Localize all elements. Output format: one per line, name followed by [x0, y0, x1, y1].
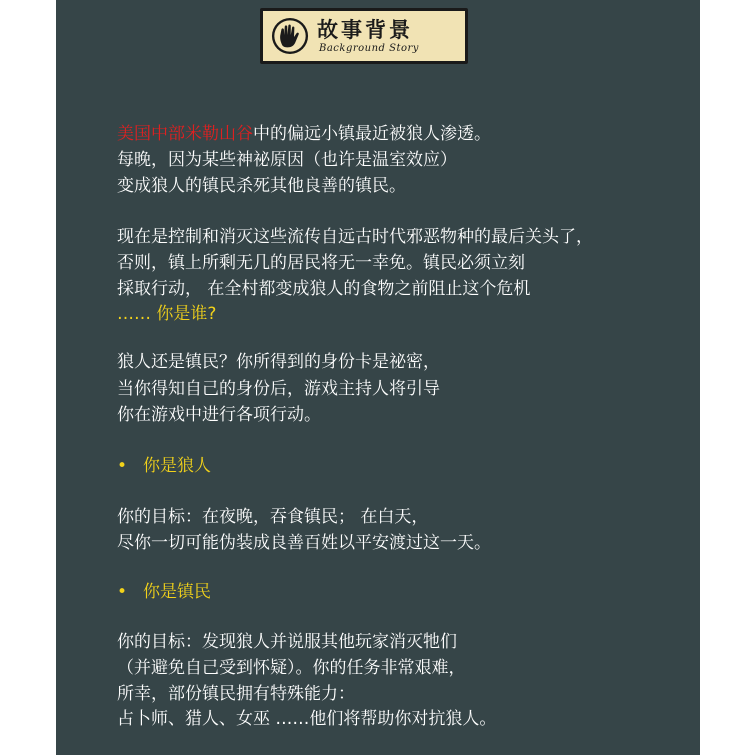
story-line: （并避免自己受到怀疑）。你的任务非常艰难，	[117, 658, 466, 678]
bullet: •	[117, 582, 128, 602]
page-title: 故事背景	[317, 17, 413, 42]
header-badge	[260, 8, 468, 64]
story-line: 你的目标：在夜晚，吞食镇民； 在白天，	[117, 507, 429, 527]
story-line: 占卜师、猎人、女巫 ……他们将帮助你对抗狼人。	[117, 709, 497, 729]
story-line: 现在是控制和消灭这些流传自远古时代邪恶物种的最后关头了，	[117, 227, 593, 247]
story-line: 否则，镇上所剩无几的居民将无一幸免。镇民必须立刻	[117, 253, 525, 273]
page-subtitle: Background Story	[319, 42, 419, 54]
who-are-you-line: …… 你是谁?	[117, 304, 217, 324]
story-line: 每晚，因为某些神祕原因（也许是温室效应）	[117, 150, 457, 170]
story-line	[117, 122, 491, 146]
werewolf-heading-text: 你是狼人	[143, 456, 211, 476]
hand-icon	[271, 17, 309, 55]
story-line: 所幸，部份镇民拥有特殊能力：	[117, 684, 355, 704]
location-highlight: 美国中部米勒山谷	[117, 124, 253, 144]
story-line: 採取行动， 在全村都变成狼人的食物之前阻止这个危机	[117, 279, 531, 299]
villager-heading-text: 你是镇民	[143, 582, 211, 602]
story-line: 你在游戏中进行各项行动。	[117, 405, 321, 425]
story-line: 你的目标：发现狼人并说服其他玩家消灭牠们	[117, 632, 457, 652]
villager-heading	[117, 580, 211, 604]
story-line: 变成狼人的镇民杀死其他良善的镇民。	[117, 176, 406, 196]
badge-text	[317, 18, 419, 55]
story-line: 当你得知自己的身份后，游戏主持人将引导	[117, 379, 440, 399]
bullet: •	[117, 456, 128, 476]
werewolf-heading	[117, 454, 211, 478]
story-text: 中的偏远小镇最近被狼人渗透。	[253, 124, 491, 144]
story-line: 尽你一切可能伪装成良善百姓以平安渡过这一天。	[117, 533, 491, 553]
story-line: 狼人还是镇民？你所得到的身份卡是祕密，	[117, 352, 440, 372]
